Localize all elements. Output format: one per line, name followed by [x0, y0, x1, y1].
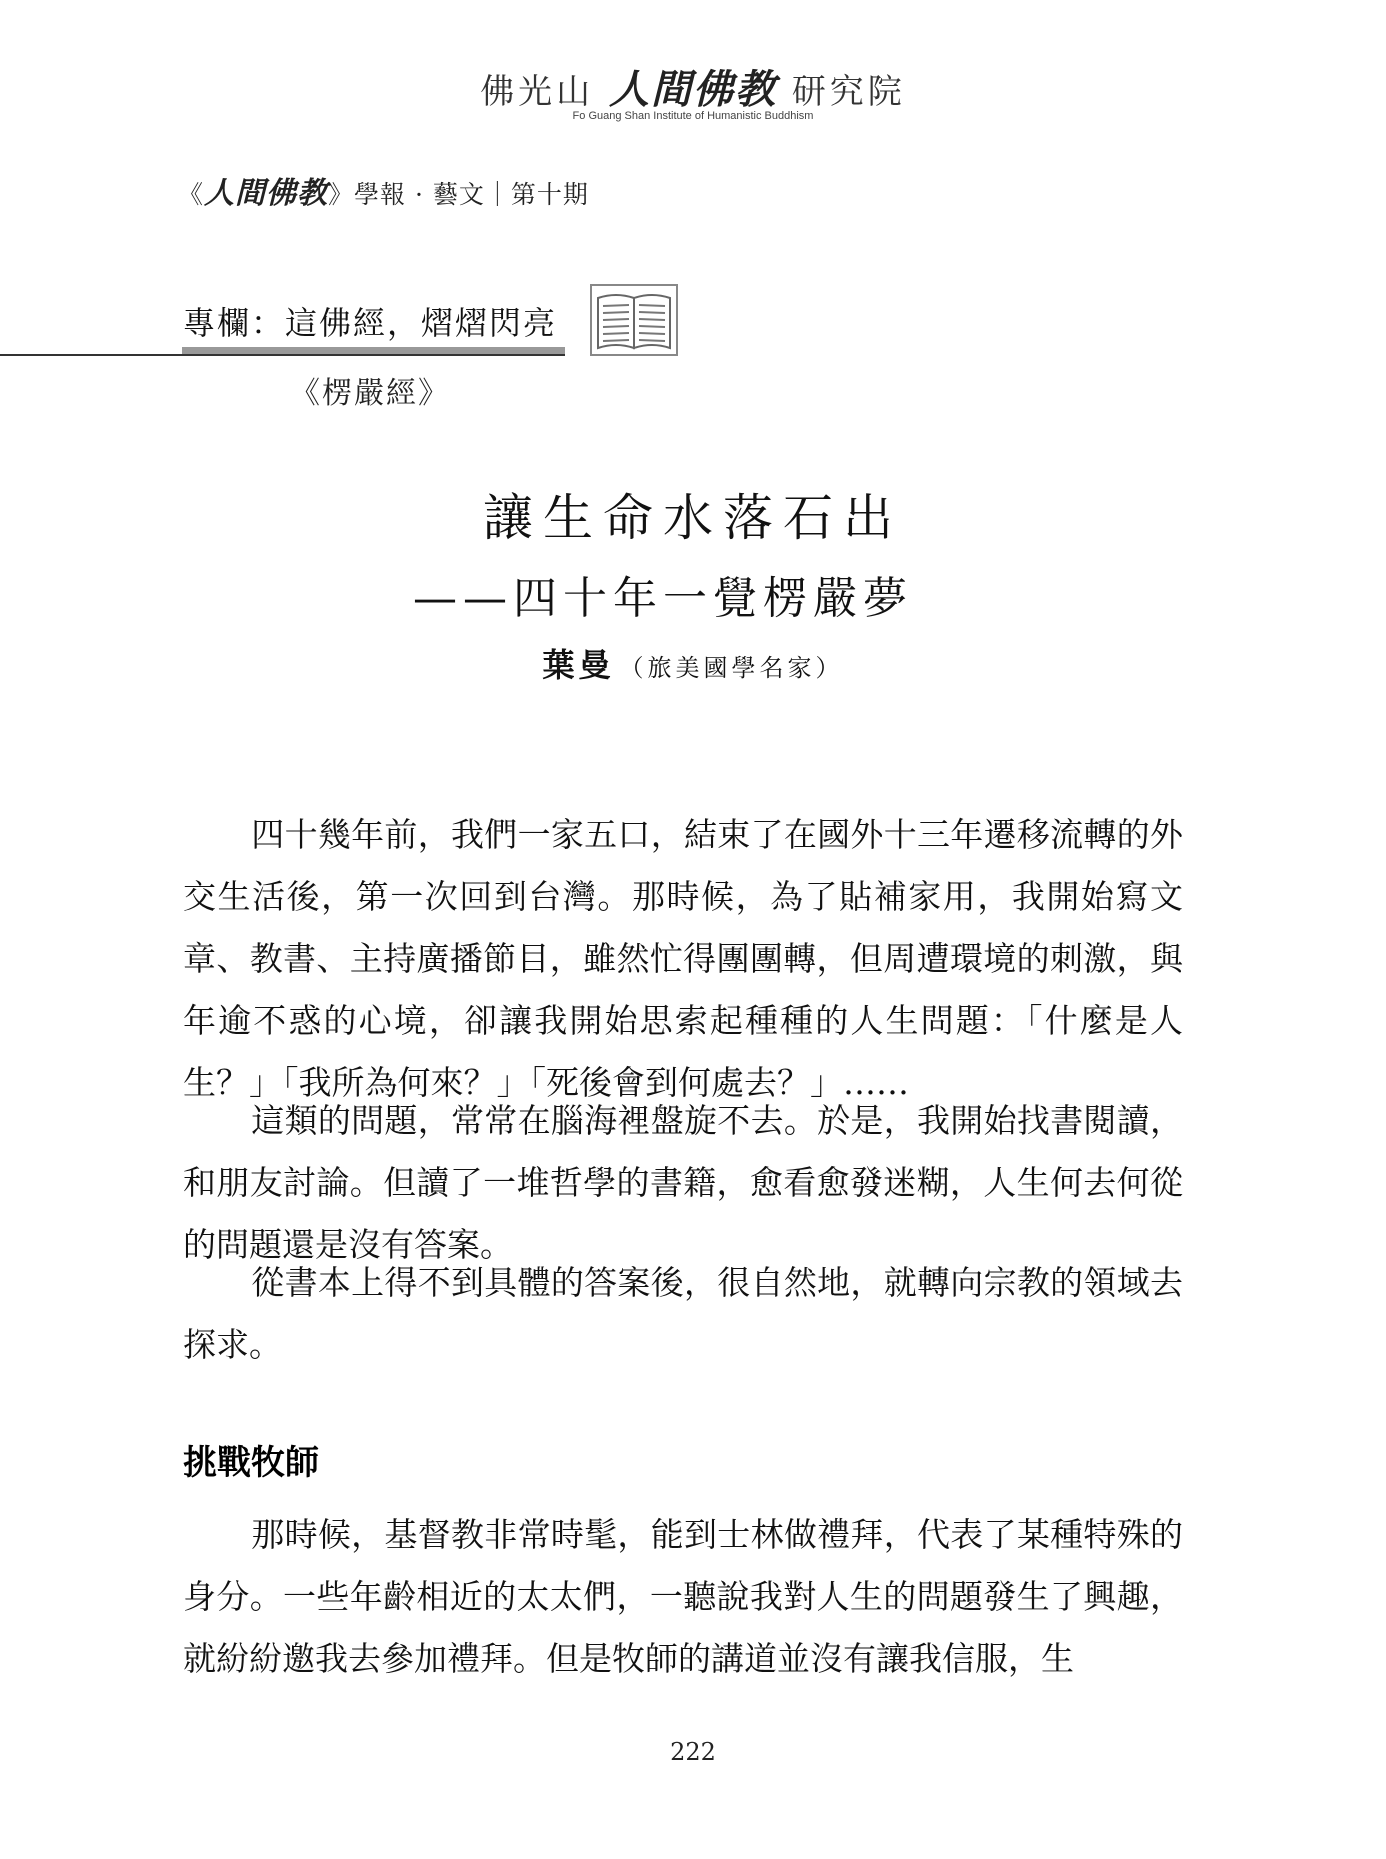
paragraph-1	[183, 804, 1183, 1114]
sutra-name: 《楞嚴經》	[290, 376, 450, 411]
author-affiliation: （旅美國學名家）	[619, 654, 844, 682]
running-head-rest: 》學報 · 藝文｜第十期	[328, 180, 589, 209]
author-name: 葉曼	[542, 646, 615, 684]
running-head-open: 《	[178, 180, 205, 209]
paragraph-2	[183, 1090, 1183, 1276]
author-line	[0, 640, 1386, 686]
brand-pre: 佛光山	[480, 72, 595, 112]
brand-post: 研究院	[791, 72, 906, 112]
brand-english-subtitle: Fo Guang Shan Institute of Humanistic Buddhism	[572, 110, 814, 122]
running-head-calligraphy: 人間佛教	[204, 176, 329, 211]
paragraph-4	[183, 1504, 1183, 1690]
column-rule	[0, 354, 565, 356]
section-heading: 挑戰牧師	[183, 1443, 319, 1483]
institute-brand	[0, 58, 1386, 115]
running-head	[178, 168, 589, 212]
page-number: 222	[670, 1738, 716, 1766]
article-subtitle: ——四十年一覺楞嚴夢	[413, 573, 913, 624]
article-title: 讓生命水落石出	[483, 489, 903, 547]
open-book-icon	[590, 284, 678, 356]
paragraph-2-text: 這類的問題，常常在腦海裡盤旋不去。於是，我開始找書閱讀，和朋友討論。但讀了一堆哲學的書籍，愈看愈發迷糊，人生何去何從的問題還是沒有答案。	[183, 1101, 1183, 1264]
paragraph-3	[183, 1252, 1183, 1376]
paragraph-4-text: 那時候，基督教非常時髦，能到士林做禮拜，代表了某種特殊的身分。一些年齡相近的太太們，一聽說我對人生的問題發生了興趣，就紛紛邀我去參加禮拜。但是牧師的講道並沒有讓我信服，生	[183, 1515, 1183, 1678]
column-title: 專欄：這佛經，熠熠閃亮	[183, 304, 558, 342]
column-underline	[182, 347, 565, 354]
brand-calligraphy: 人間佛教	[609, 66, 777, 113]
paragraph-1-text: 四十幾年前，我們一家五口，結束了在國外十三年遷移流轉的外交生活後，第一次回到台灣。那時候，為了貼補家用，我開始寫文章、教書、主持廣播節目，雖然忙得團團轉，但周遭環境的刺激，與年逾不惑的心境，卻讓我開始思索起種種的人生問題：「什麼是人生？」「我所為何來？」「死後會到何處去？」……	[183, 815, 1183, 1102]
paragraph-3-text: 從書本上得不到具體的答案後，很自然地，就轉向宗教的領域去探求。	[183, 1263, 1183, 1364]
